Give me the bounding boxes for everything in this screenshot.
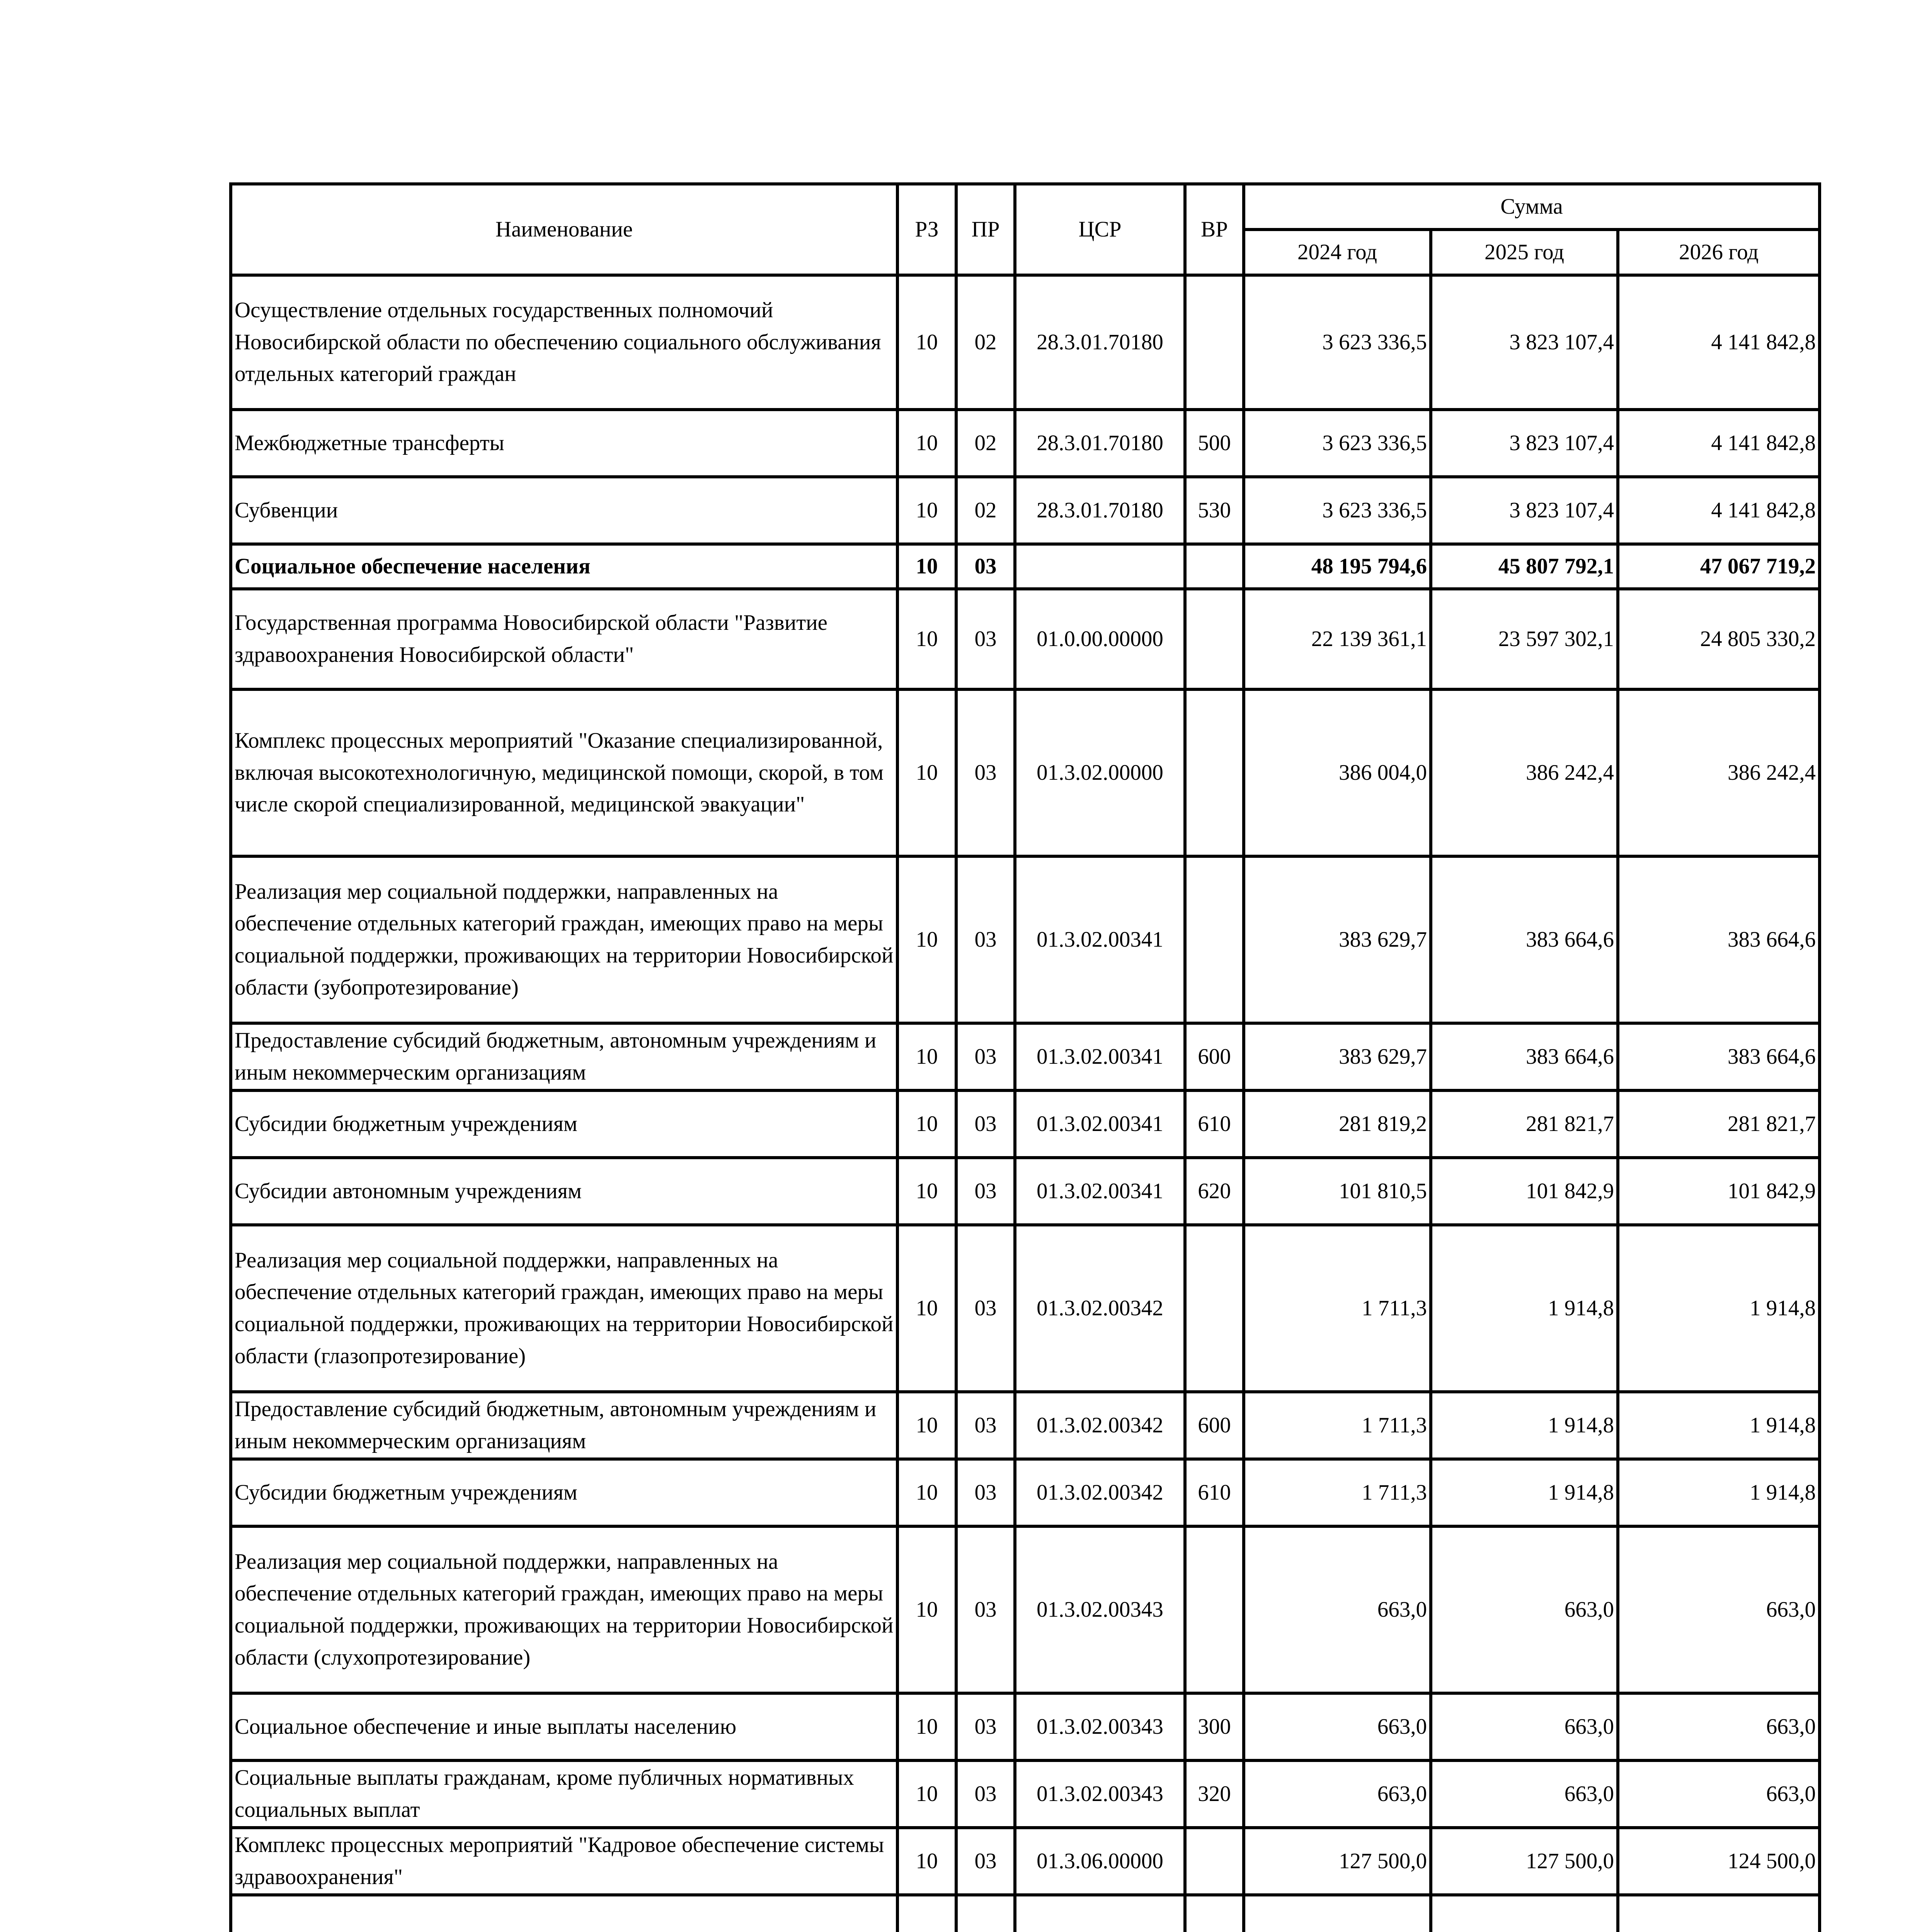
row-csr	[1015, 544, 1185, 589]
row-amount-2025: 383 664,6	[1431, 1023, 1618, 1090]
row-amount-2025: 663,0	[1431, 1693, 1618, 1760]
table-row	[231, 1023, 1820, 1090]
row-amount-2025: 23 597 302,1	[1431, 589, 1618, 689]
row-vr	[1185, 544, 1244, 589]
row-csr: 01.3.02.00343	[1015, 1693, 1185, 1760]
row-vr	[1185, 1895, 1244, 1932]
row-pr	[956, 1895, 1015, 1932]
row-pr: 03	[956, 1090, 1015, 1158]
row-amount-2024: 383 629,7	[1244, 856, 1431, 1023]
row-amount-2026: 4 141 842,8	[1618, 275, 1820, 410]
row-amount-2026: 1 914,8	[1618, 1225, 1820, 1392]
row-rz: 10	[897, 1090, 956, 1158]
table-row	[231, 275, 1820, 410]
header-csr: ЦСР	[1015, 184, 1185, 275]
row-vr: 610	[1185, 1459, 1244, 1526]
row-amount-2026	[1618, 1895, 1820, 1932]
row-csr: 28.3.01.70180	[1015, 275, 1185, 410]
row-pr: 02	[956, 477, 1015, 544]
row-name: Межбюджетные трансферты	[231, 410, 897, 477]
table-row	[231, 589, 1820, 689]
row-rz: 10	[897, 1392, 956, 1459]
row-amount-2025: 281 821,7	[1431, 1090, 1618, 1158]
row-name: Предоставление субсидий бюджетным, автономным учреждениям и иным некоммерческим организациям	[231, 1023, 897, 1090]
table-row	[231, 1459, 1820, 1526]
row-vr	[1185, 689, 1244, 856]
row-name: Реализация мер социальной поддержки, направленных на обеспечение отдельных категорий граждан, имеющих право на меры социальной поддержки, проживающих на территории Новосибирской области (слухопротезирование)	[231, 1526, 897, 1693]
row-pr: 03	[956, 856, 1015, 1023]
row-vr	[1185, 1526, 1244, 1693]
row-vr: 600	[1185, 1023, 1244, 1090]
row-rz: 10	[897, 1023, 956, 1090]
row-amount-2024: 663,0	[1244, 1693, 1431, 1760]
row-amount-2024: 663,0	[1244, 1526, 1431, 1693]
row-rz	[897, 1895, 956, 1932]
row-rz: 10	[897, 410, 956, 477]
table-row	[231, 1526, 1820, 1693]
row-amount-2026: 383 664,6	[1618, 1023, 1820, 1090]
row-rz: 10	[897, 1459, 956, 1526]
row-amount-2025: 663,0	[1431, 1526, 1618, 1693]
row-csr: 01.3.02.00343	[1015, 1760, 1185, 1828]
row-csr: 01.3.02.00342	[1015, 1225, 1185, 1392]
table-row	[231, 1392, 1820, 1459]
row-amount-2026: 386 242,4	[1618, 689, 1820, 856]
row-amount-2024: 48 195 794,6	[1244, 544, 1431, 589]
header-vr: ВР	[1185, 184, 1244, 275]
table-row	[231, 1090, 1820, 1158]
row-name: Социальные выплаты гражданам, кроме публичных нормативных социальных выплат	[231, 1760, 897, 1828]
row-csr: 28.3.01.70180	[1015, 477, 1185, 544]
row-amount-2026: 383 664,6	[1618, 856, 1820, 1023]
row-rz: 10	[897, 589, 956, 689]
table-row	[231, 1895, 1820, 1932]
row-pr: 03	[956, 1828, 1015, 1895]
row-name: Осуществление отдельных государственных полномочий Новосибирской области по обеспечению социального обслуживания отдельных категорий граждан	[231, 275, 897, 410]
row-csr: 01.3.02.00341	[1015, 1158, 1185, 1225]
table-body	[231, 275, 1820, 1932]
row-amount-2025: 1 914,8	[1431, 1392, 1618, 1459]
row-csr: 01.3.06.00000	[1015, 1828, 1185, 1895]
table-row	[231, 856, 1820, 1023]
row-amount-2024: 127 500,0	[1244, 1828, 1431, 1895]
row-amount-2024: 383 629,7	[1244, 1023, 1431, 1090]
row-amount-2026: 281 821,7	[1618, 1090, 1820, 1158]
row-amount-2025	[1431, 1895, 1618, 1932]
row-amount-2025: 3 823 107,4	[1431, 477, 1618, 544]
row-vr: 500	[1185, 410, 1244, 477]
row-name: Комплекс процессных мероприятий "Оказание специализированной, включая высокотехнологичную, медицинской помощи, скорой, в том числе скорой специализированной, медицинской эвакуации"	[231, 689, 897, 856]
row-rz: 10	[897, 1693, 956, 1760]
row-amount-2024: 22 139 361,1	[1244, 589, 1431, 689]
row-amount-2026: 47 067 719,2	[1618, 544, 1820, 589]
row-rz: 10	[897, 477, 956, 544]
row-pr: 03	[956, 1023, 1015, 1090]
row-vr	[1185, 1225, 1244, 1392]
table-row	[231, 689, 1820, 856]
row-vr	[1185, 856, 1244, 1023]
table-row	[231, 1828, 1820, 1895]
row-amount-2025: 1 914,8	[1431, 1225, 1618, 1392]
row-amount-2025: 101 842,9	[1431, 1158, 1618, 1225]
row-name: Государственная программа Новосибирской области "Развитие здравоохранения Новосибирской области"	[231, 589, 897, 689]
row-amount-2026: 663,0	[1618, 1693, 1820, 1760]
row-name: Предоставление субсидий бюджетным, автономным учреждениям и иным некоммерческим организациям	[231, 1392, 897, 1459]
row-name: Реализация мер социальной поддержки, направленных на обеспечение отдельных категорий граждан, имеющих право на меры социальной поддержки, проживающих на территории Новосибирской области (глазопротезирование)	[231, 1225, 897, 1392]
row-csr: 01.3.02.00342	[1015, 1459, 1185, 1526]
row-amount-2026: 4 141 842,8	[1618, 410, 1820, 477]
table-row	[231, 1693, 1820, 1760]
row-csr: 28.3.01.70180	[1015, 410, 1185, 477]
row-amount-2025: 663,0	[1431, 1760, 1618, 1828]
row-amount-2024: 3 623 336,5	[1244, 477, 1431, 544]
header-rz: РЗ	[897, 184, 956, 275]
row-pr: 03	[956, 544, 1015, 589]
row-vr	[1185, 1828, 1244, 1895]
row-name: Субсидии бюджетным учреждениям	[231, 1090, 897, 1158]
row-csr: 01.0.00.00000	[1015, 589, 1185, 689]
row-pr: 03	[956, 1459, 1015, 1526]
row-amount-2024: 1 711,3	[1244, 1225, 1431, 1392]
row-csr: 01.3.02.00341	[1015, 1090, 1185, 1158]
row-amount-2025: 383 664,6	[1431, 856, 1618, 1023]
row-amount-2026: 663,0	[1618, 1526, 1820, 1693]
header-pr: ПР	[956, 184, 1015, 275]
header-sum: Сумма	[1244, 184, 1820, 230]
row-amount-2025: 3 823 107,4	[1431, 275, 1618, 410]
row-amount-2025: 3 823 107,4	[1431, 410, 1618, 477]
row-amount-2025: 127 500,0	[1431, 1828, 1618, 1895]
row-rz: 10	[897, 1158, 956, 1225]
header-2026: 2026 год	[1618, 230, 1820, 275]
row-pr: 03	[956, 1693, 1015, 1760]
row-rz: 10	[897, 544, 956, 589]
row-amount-2024: 386 004,0	[1244, 689, 1431, 856]
table-row	[231, 1760, 1820, 1828]
row-name	[231, 1895, 897, 1932]
row-amount-2024: 101 810,5	[1244, 1158, 1431, 1225]
row-name: Субвенции	[231, 477, 897, 544]
row-amount-2024: 3 623 336,5	[1244, 410, 1431, 477]
row-vr: 620	[1185, 1158, 1244, 1225]
row-amount-2026: 663,0	[1618, 1760, 1820, 1828]
row-vr	[1185, 589, 1244, 689]
table-row	[231, 544, 1820, 589]
row-vr: 600	[1185, 1392, 1244, 1459]
row-csr	[1015, 1895, 1185, 1932]
row-rz: 10	[897, 856, 956, 1023]
row-pr: 03	[956, 1760, 1015, 1828]
row-csr: 01.3.02.00000	[1015, 689, 1185, 856]
row-amount-2024: 281 819,2	[1244, 1090, 1431, 1158]
row-amount-2026: 101 842,9	[1618, 1158, 1820, 1225]
row-csr: 01.3.02.00341	[1015, 856, 1185, 1023]
header-2025: 2025 год	[1431, 230, 1618, 275]
row-amount-2025: 1 914,8	[1431, 1459, 1618, 1526]
row-name: Социальное обеспечение и иные выплаты населению	[231, 1693, 897, 1760]
row-pr: 03	[956, 1225, 1015, 1392]
budget-table	[229, 182, 1821, 1932]
table-row	[231, 1158, 1820, 1225]
row-amount-2024: 1 711,3	[1244, 1392, 1431, 1459]
row-pr: 03	[956, 689, 1015, 856]
row-csr: 01.3.02.00343	[1015, 1526, 1185, 1693]
row-rz: 10	[897, 689, 956, 856]
header-name: Наименование	[231, 184, 897, 275]
row-pr: 02	[956, 275, 1015, 410]
row-amount-2026: 124 500,0	[1618, 1828, 1820, 1895]
row-rz: 10	[897, 1526, 956, 1693]
row-vr: 530	[1185, 477, 1244, 544]
row-pr: 03	[956, 1526, 1015, 1693]
row-name: Комплекс процессных мероприятий "Кадровое обеспечение системы здравоохранения"	[231, 1828, 897, 1895]
row-rz: 10	[897, 1828, 956, 1895]
row-amount-2025: 386 242,4	[1431, 689, 1618, 856]
row-name: Реализация мер социальной поддержки, направленных на обеспечение отдельных категорий граждан, имеющих право на меры социальной поддержки, проживающих на территории Новосибирской области (зубопротезирование)	[231, 856, 897, 1023]
row-amount-2026: 1 914,8	[1618, 1392, 1820, 1459]
table-row	[231, 410, 1820, 477]
row-vr: 610	[1185, 1090, 1244, 1158]
row-amount-2026: 24 805 330,2	[1618, 589, 1820, 689]
row-csr: 01.3.02.00342	[1015, 1392, 1185, 1459]
row-amount-2026: 1 914,8	[1618, 1459, 1820, 1526]
row-amount-2026: 4 141 842,8	[1618, 477, 1820, 544]
row-name: Субсидии автономным учреждениям	[231, 1158, 897, 1225]
row-pr: 03	[956, 589, 1015, 689]
row-name: Субсидии бюджетным учреждениям	[231, 1459, 897, 1526]
row-csr: 01.3.02.00341	[1015, 1023, 1185, 1090]
row-amount-2024	[1244, 1895, 1431, 1932]
row-rz: 10	[897, 1760, 956, 1828]
table-row	[231, 1225, 1820, 1392]
row-rz: 10	[897, 1225, 956, 1392]
row-amount-2024: 663,0	[1244, 1760, 1431, 1828]
row-amount-2024: 1 711,3	[1244, 1459, 1431, 1526]
row-vr	[1185, 275, 1244, 410]
row-amount-2025: 45 807 792,1	[1431, 544, 1618, 589]
row-amount-2024: 3 623 336,5	[1244, 275, 1431, 410]
row-name: Социальное обеспечение населения	[231, 544, 897, 589]
row-pr: 03	[956, 1392, 1015, 1459]
row-vr: 300	[1185, 1693, 1244, 1760]
header-2024: 2024 год	[1244, 230, 1431, 275]
row-pr: 02	[956, 410, 1015, 477]
row-vr: 320	[1185, 1760, 1244, 1828]
table-row	[231, 477, 1820, 544]
row-pr: 03	[956, 1158, 1015, 1225]
row-rz: 10	[897, 275, 956, 410]
